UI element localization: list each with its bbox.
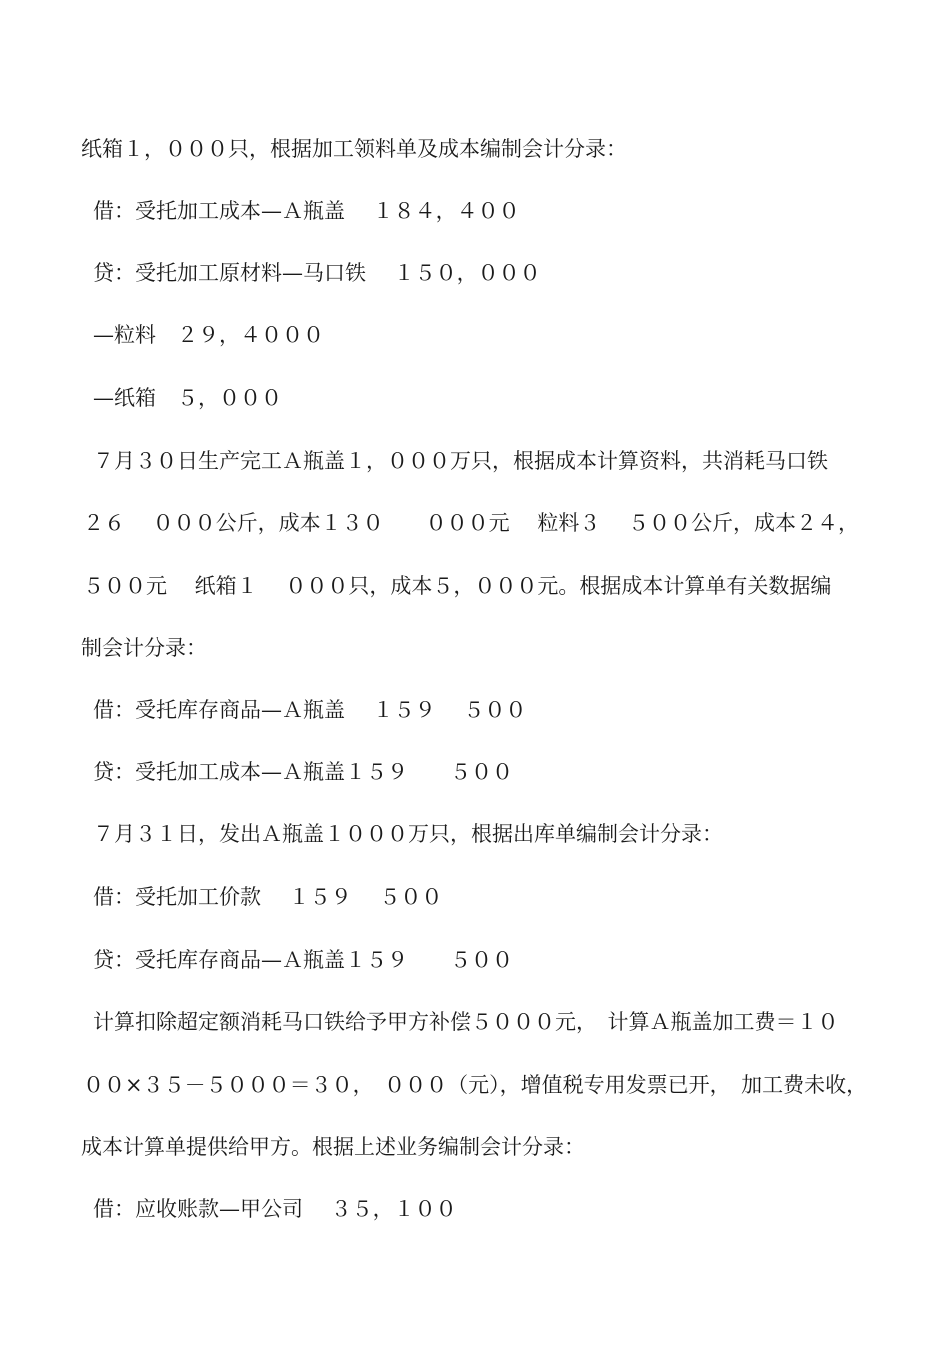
text-line-13: 借：受托加工价款 １５９ ５００: [93, 885, 443, 909]
text-line-3: 贷：受托加工原材料—马口铁 １５０，０００: [93, 261, 541, 285]
text-line-17: 成本计算单提供给甲方。根据上述业务编制会计分录：: [81, 1135, 585, 1159]
text-line-16: ００×３５－５０００＝３０， ０００（元），增值税专用发票已开， 加工费未收，: [83, 1073, 868, 1097]
text-line-15: 计算扣除超定额消耗马口铁给予甲方补偿５０００元， 计算Ａ瓶盖加工费＝１０: [93, 1010, 839, 1034]
text-line-2: 借：受托加工成本—Ａ瓶盖 １８４，４００: [93, 199, 520, 223]
text-line-12: ７月３１日，发出Ａ瓶盖１０００万只，根据出库单编制会计分录：: [93, 822, 723, 846]
text-line-11: 贷：受托加工成本—Ａ瓶盖１５９ ５００: [93, 760, 513, 784]
text-line-7: ２６ ０００公斤，成本１３０ ０００元 粒料３ ５００公斤，成本２４，: [83, 511, 860, 535]
text-line-10: 借：受托库存商品—Ａ瓶盖 １５９ ５００: [93, 698, 527, 722]
text-line-18: 借：应收账款—甲公司 ３５，１００: [93, 1197, 457, 1221]
text-line-1: 纸箱１，０００只，根据加工领料单及成本编制会计分录：: [81, 137, 627, 161]
text-line-4: —粒料 ２９，４０００: [93, 323, 324, 347]
text-line-14: 贷：受托库存商品—Ａ瓶盖１５９ ５００: [93, 948, 513, 972]
text-line-5: —纸箱 ５，０００: [93, 386, 282, 410]
text-line-6: ７月３０日生产完工Ａ瓶盖１，０００万只，根据成本计算资料，共消耗马口铁: [93, 449, 828, 473]
text-line-8: ５００元 纸箱１ ０００只，成本５，０００元。根据成本计算单有关数据编: [83, 574, 832, 598]
text-line-9: 制会计分录：: [81, 636, 207, 660]
